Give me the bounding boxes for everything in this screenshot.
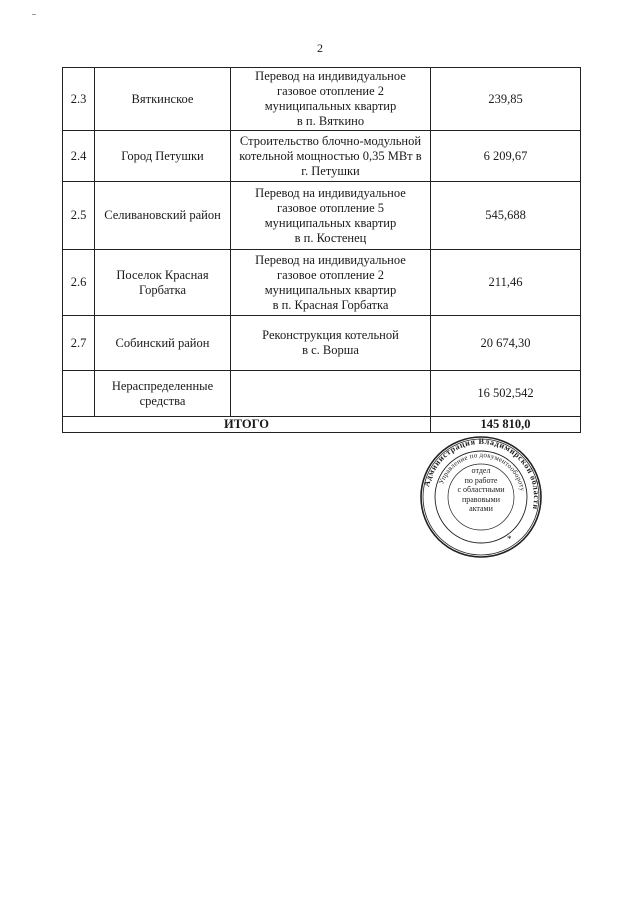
stamp-center-text — [452, 466, 510, 514]
description-line: Перевод на индивидуальное — [255, 185, 406, 200]
table-row — [63, 371, 581, 417]
description-line: Реконструкция котельной — [262, 328, 399, 342]
description-line: в п. Костенец — [294, 230, 367, 245]
description-line: Перевод на индивидуальное — [255, 252, 406, 267]
stamp-center-line: актами — [469, 504, 493, 513]
amount: 6 209,67 — [431, 131, 581, 182]
amount: 211,46 — [431, 250, 581, 316]
table-row — [63, 68, 581, 131]
description-line: в п. Вяткино — [296, 114, 365, 128]
amount: 545,688 — [431, 182, 581, 250]
stamp-outer-text: Администрация Владимирской области — [422, 436, 542, 511]
description-line: газовое отопление 5 — [276, 200, 385, 215]
project-description — [231, 371, 431, 417]
table-row — [63, 182, 581, 250]
description-line: муниципальных квартир — [264, 215, 397, 230]
description-line: Строительство блочно-модульной — [239, 133, 422, 148]
description-line: муниципальных квартир — [264, 99, 397, 113]
stamp-center-line: правовыми — [461, 494, 501, 504]
municipality-name — [95, 371, 231, 417]
row-number — [63, 371, 95, 417]
description-line: газовое отопление 2 — [276, 84, 385, 98]
amount: 239,85 — [431, 68, 581, 131]
stamp-star: * — [507, 534, 512, 544]
stamp-inner-text: Управление по документообороту — [437, 450, 527, 492]
municipality-name: Собинский район — [95, 316, 231, 371]
stamp-center-line: отдел — [471, 466, 491, 475]
municipality-name: Вяткинское — [95, 68, 231, 131]
total-amount: 145 810,0 — [431, 417, 581, 433]
total-row — [63, 417, 581, 433]
municipality-name — [95, 250, 231, 316]
table-row — [63, 316, 581, 371]
row-number: 2.3 — [63, 68, 95, 131]
row-number: 2.4 — [63, 131, 95, 182]
row-number: 2.6 — [63, 250, 95, 316]
table-row — [63, 250, 581, 316]
project-description — [231, 250, 431, 316]
amount: 16 502,542 — [431, 371, 581, 417]
name-line: Поселок Красная — [116, 267, 209, 282]
stamp-center-line: с областными — [457, 485, 505, 494]
description-line: в п. Красная Горбатка — [272, 297, 389, 312]
row-number: 2.7 — [63, 316, 95, 371]
project-description — [231, 182, 431, 250]
municipality-name: Селивановский район — [95, 182, 231, 250]
description-line: муниципальных квартир — [264, 282, 397, 297]
description-line: в с. Ворша — [302, 343, 359, 357]
project-description — [231, 316, 431, 371]
page-number: 2 — [317, 41, 323, 55]
name-line: Горбатка — [138, 282, 187, 297]
scan-mark — [32, 14, 36, 15]
table-row — [63, 131, 581, 182]
description-line: Перевод на индивидуальное — [255, 69, 406, 83]
name-line: Нераспределенные — [111, 378, 214, 393]
description-line: газовое отопление 2 — [276, 267, 385, 282]
row-number: 2.5 — [63, 182, 95, 250]
municipality-name: Город Петушки — [95, 131, 231, 182]
funding-table — [62, 67, 581, 433]
project-description — [231, 68, 431, 131]
total-label: ИТОГО — [63, 417, 431, 433]
description-line: г. Петушки — [301, 163, 360, 178]
name-line: средства — [139, 393, 186, 408]
project-description — [231, 131, 431, 182]
stamp-center-line: по работе — [464, 475, 498, 485]
amount: 20 674,30 — [431, 316, 581, 371]
description-line: котельной мощностью 0,35 МВт в — [239, 148, 422, 163]
